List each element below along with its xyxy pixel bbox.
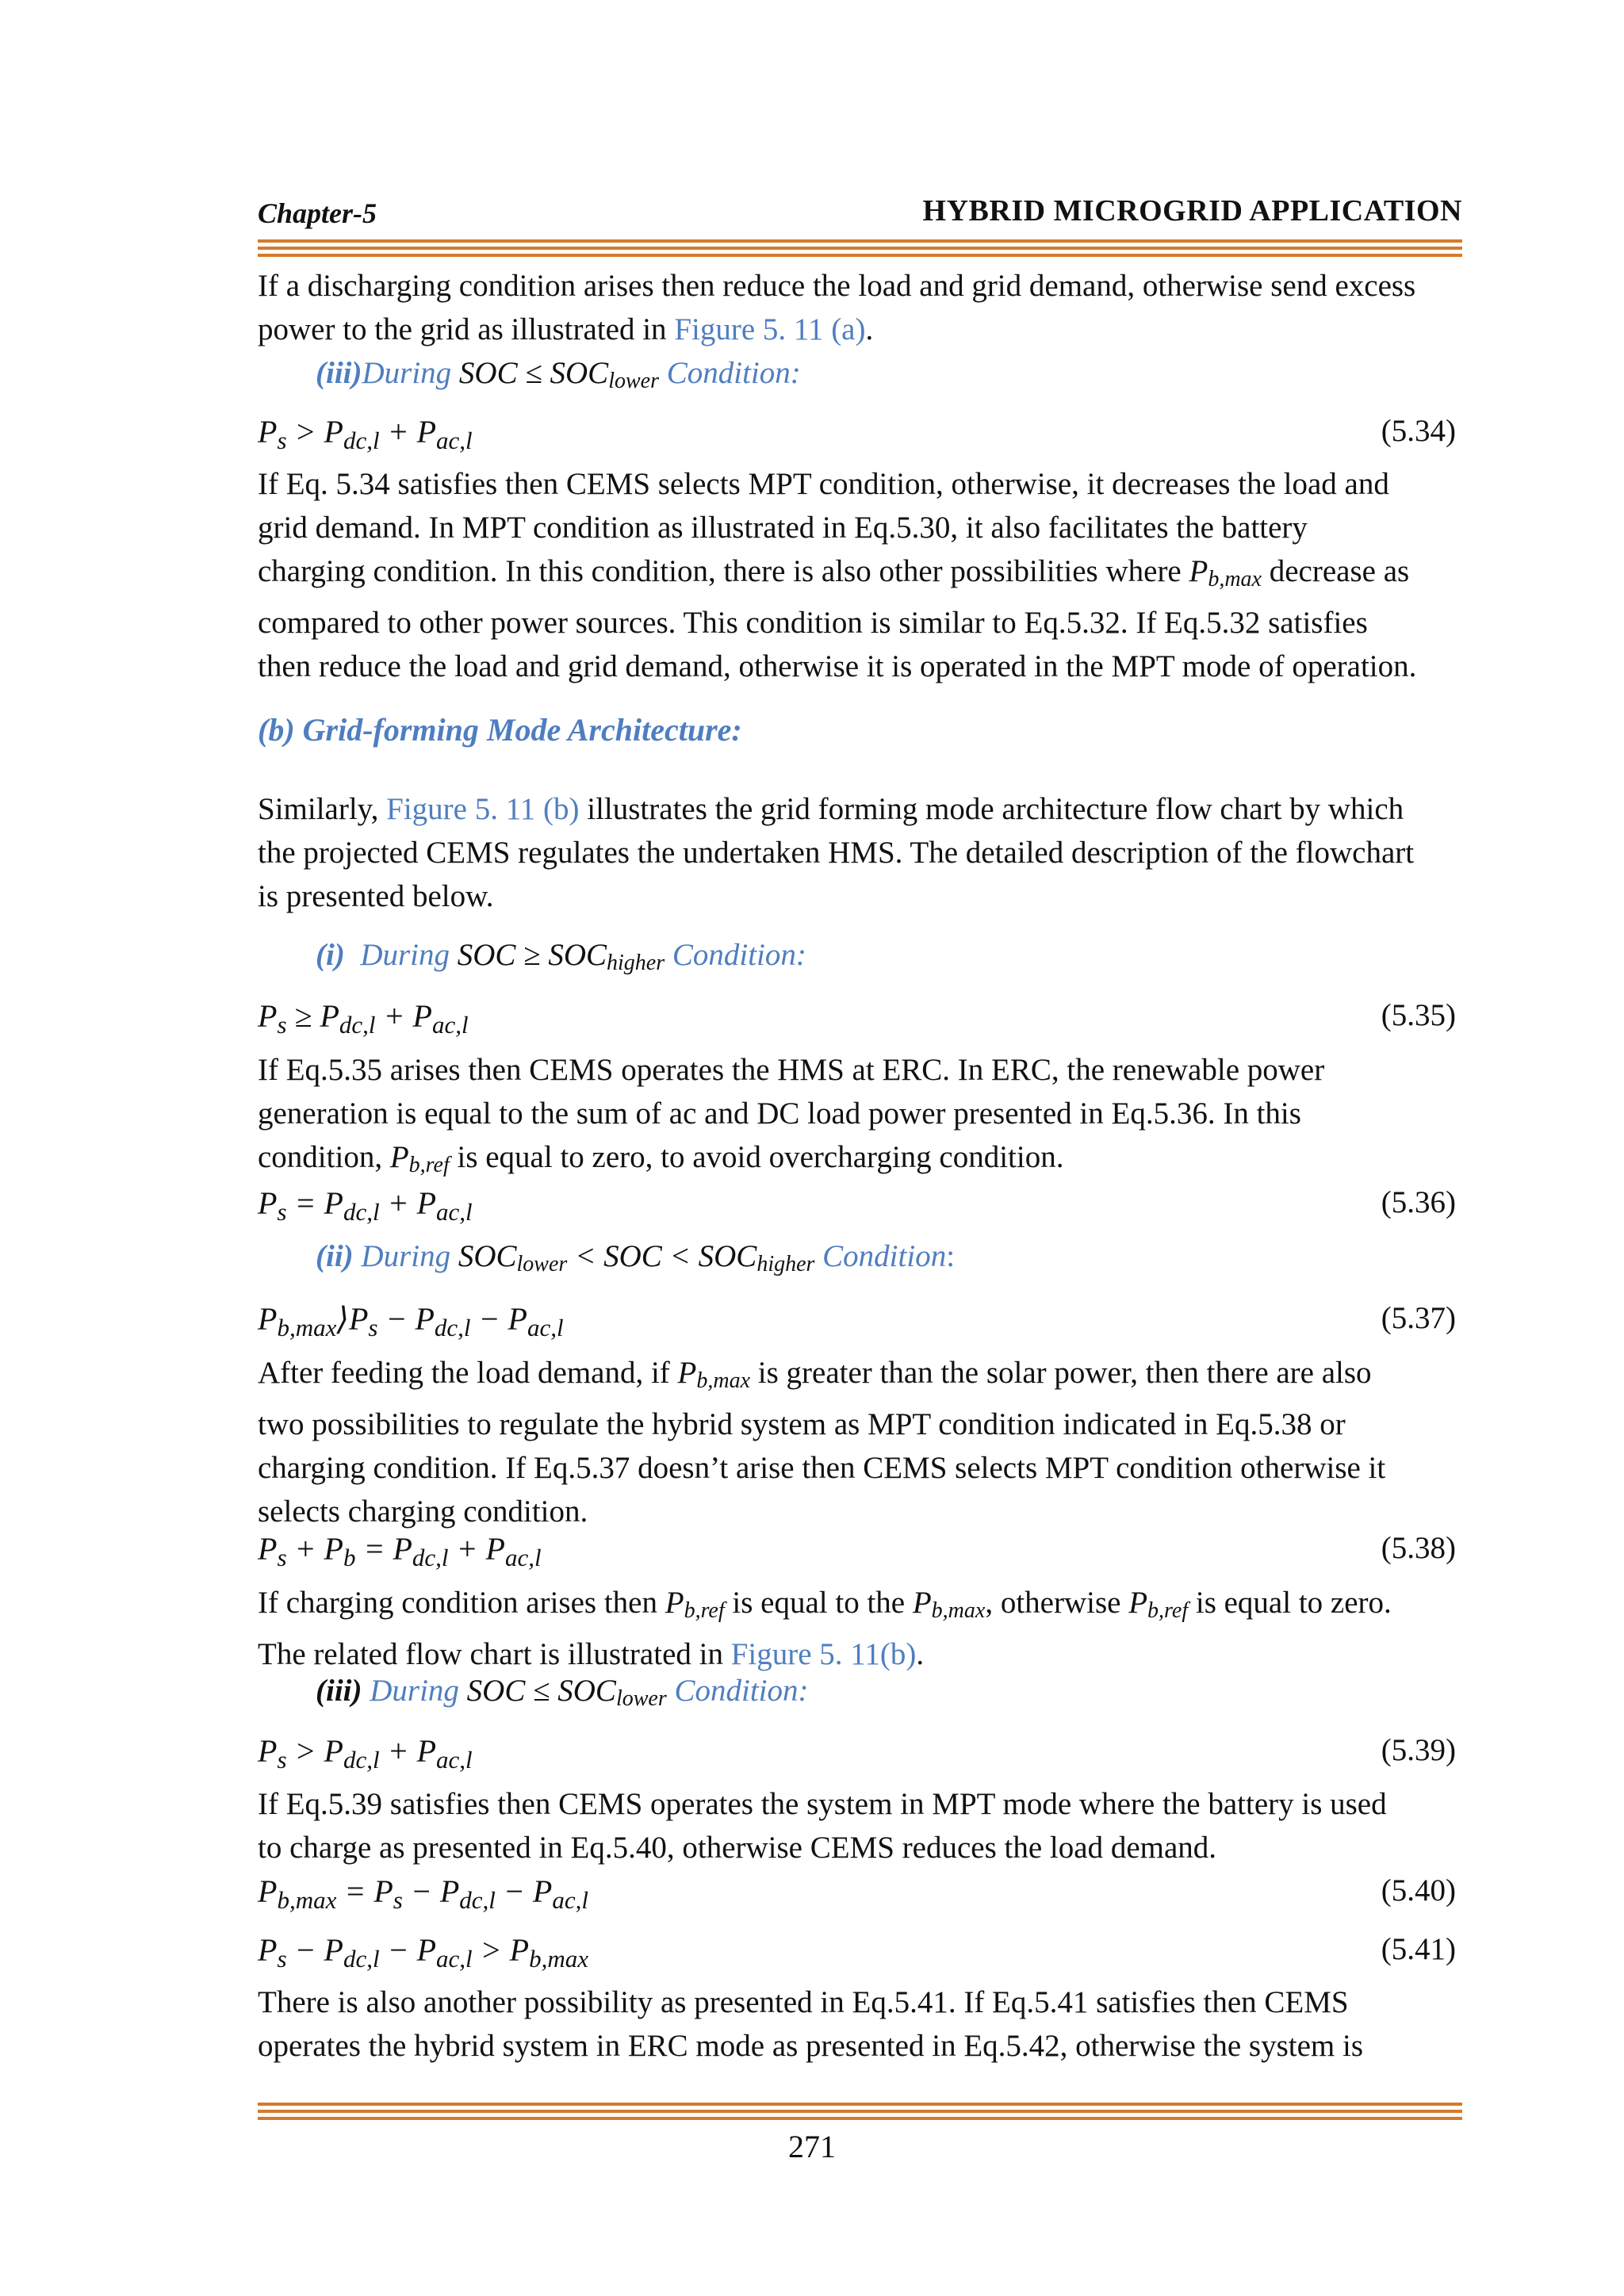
text-line: There is also another possibility as presented in Eq.5.41. If Eq.5.41 satisfies then CEMS [258, 1985, 1349, 2019]
text-line: operates the hybrid system in ERC mode as presented in Eq.5.42, otherwise the system is [258, 2029, 1364, 2063]
text-line: generation is equal to the sum of ac and DC load power presented in Eq.5.36. In this [258, 1096, 1301, 1131]
text-span: power to the grid as illustrated in [258, 312, 675, 346]
paragraph-charging [258, 1581, 1462, 1676]
figure-link-5-11b[interactable]: Figure 5. 11 (b) [386, 792, 580, 826]
subheading-i-higher [316, 937, 806, 976]
text-line: charging condition. If Eq.5.37 doesn’t arise then CEMS selects MPT condition otherwise it [258, 1451, 1386, 1485]
equation-number: (5.41) [1381, 1932, 1456, 1966]
math-subscript: b,ref [1147, 1598, 1189, 1623]
equation-number: (5.37) [1381, 1301, 1456, 1335]
section-heading-grid-forming: (b) Grid-forming Mode Architecture: [258, 712, 742, 748]
sub-text: Condition: [658, 356, 801, 390]
equation-number: (5.38) [1381, 1531, 1456, 1565]
equation-number: (5.40) [1381, 1873, 1456, 1908]
equation-5-34: $P_s > P_{dc,l} + P_{ac,l}$ [258, 414, 473, 454]
equation-number: (5.35) [1381, 998, 1456, 1032]
figure-link-5-11b-second[interactable]: Figure 5. 11(b) [730, 1637, 917, 1671]
text-span: . [916, 1637, 925, 1671]
text-line: is presented below. [258, 879, 494, 913]
sub-math: SOC ≤ SOC [458, 356, 609, 390]
sub-math-subscript: lower [516, 1252, 568, 1276]
text-span: is equal to zero. [1188, 1586, 1392, 1620]
sub-math-subscript: lower [615, 1686, 667, 1711]
footer-divider [258, 2103, 1462, 2124]
text-line: the projected CEMS regulates the undertaken HMS. The detailed description of the flowchart [258, 836, 1415, 870]
math-subscript: b,ref [408, 1153, 450, 1177]
text-span: The related flow chart is illustrated in [258, 1637, 731, 1671]
equation-5-37: $P_{b,max}⟩P_s - P_{dc,l} - P_{ac,l}$ [258, 1301, 564, 1341]
sub-math-subscript: higher [756, 1252, 815, 1276]
sub-text: Condition [814, 1239, 947, 1273]
paragraph-mpt-battery [258, 1782, 1462, 1869]
text-line: to charge as presented in Eq.5.40, otherwise CEMS reduces the load demand. [258, 1831, 1217, 1865]
sub-text: Condition: [666, 1674, 809, 1708]
sub-number: (i) [316, 938, 345, 972]
text-span: is equal to the [724, 1586, 913, 1620]
text-line: two possibilities to regulate the hybrid system as MPT condition indicated in Eq.5.38 or [258, 1407, 1346, 1441]
paragraph-erc-mode [258, 1980, 1462, 2068]
math-var: P [912, 1586, 932, 1620]
paragraph-grid-forming [258, 787, 1462, 918]
text-span: is equal to zero, to avoid overcharging condition. [449, 1140, 1064, 1174]
text-line: compared to other power sources. This condition is similar to Eq.5.32. If Eq.5.32 satisfies [258, 606, 1368, 640]
math-var: P [665, 1586, 684, 1620]
text-line: selects charging condition. [258, 1494, 588, 1529]
text-span: If charging condition arises then [258, 1586, 665, 1620]
sub-number: (iii) [316, 1674, 362, 1708]
math-var: P [1189, 554, 1208, 588]
text-span: . [865, 312, 874, 346]
sub-text: During [362, 1674, 467, 1708]
equation-5-41: $P_s - P_{dc,l} - P_{ac,l} > P_{b,max}$ [258, 1932, 588, 1973]
page-number: 271 [788, 2129, 836, 2164]
text-span: , otherwise [985, 1586, 1129, 1620]
sub-math: SOC ≥ SOC [457, 938, 607, 972]
header-divider [258, 239, 1462, 261]
sub-math: < SOC < SOC [567, 1239, 757, 1273]
sub-math-subscript: higher [607, 951, 665, 975]
sub-text: During [360, 938, 458, 972]
equation-5-39: $P_s > P_{dc,l} + P_{ac,l}$ [258, 1733, 473, 1774]
math-var: P [389, 1140, 409, 1174]
text-span: Similarly, [258, 792, 387, 826]
paragraph-discharging [258, 264, 1462, 351]
math-var: P [1128, 1586, 1148, 1620]
chapter-title: HYBRID MICROGRID APPLICATION [922, 194, 1462, 228]
text-line: If Eq.5.39 satisfies then CEMS operates the system in MPT mode where the battery is used [258, 1787, 1387, 1821]
figure-link-5-11a[interactable]: Figure 5. 11 (a) [674, 312, 866, 346]
equation-5-35: $P_s \ge P_{dc,l} + P_{ac,l}$ [258, 998, 469, 1039]
sub-text: During [361, 1239, 458, 1273]
sub-text: During [362, 356, 459, 390]
subheading-ii-between [316, 1238, 955, 1277]
sub-math-subscript: lower [608, 369, 659, 393]
math-subscript: b,max [1208, 567, 1262, 591]
text-line: grid demand. In MPT condition as illustrated in Eq.5.30, it also facilitates the battery [258, 511, 1308, 545]
text-line: If Eq. 5.34 satisfies then CEMS selects MPT condition, otherwise, it decreases the load and [258, 467, 1389, 501]
equation-5-36: $P_s = P_{dc,l} + P_{ac,l}$ [258, 1185, 473, 1226]
sub-text: Condition: [665, 938, 806, 972]
math-subscript: b,ref [684, 1598, 725, 1623]
sub-math: SOC [458, 1239, 517, 1273]
paragraph-erc [258, 1048, 1462, 1187]
text-span: condition, [258, 1140, 390, 1174]
sub-text: : [946, 1239, 956, 1273]
sub-number: (ii) [316, 1239, 354, 1273]
text-span: is greater than the solar power, then there are also [750, 1356, 1372, 1390]
text-span: After feeding the load demand, if [258, 1356, 678, 1390]
math-subscript: b,max [696, 1368, 751, 1393]
text-span: decrease as [1261, 554, 1410, 588]
text-line: If Eq.5.35 arises then CEMS operates the HMS at ERC. In ERC, the renewable power [258, 1053, 1325, 1087]
math-subscript: b,max [931, 1598, 986, 1623]
chapter-label: Chapter-5 [258, 197, 377, 229]
subheading-iii-lower-b [316, 1673, 808, 1712]
equation-number: (5.36) [1381, 1185, 1456, 1219]
math-var: P [677, 1356, 697, 1390]
subheading-iii-lower-a [316, 355, 801, 394]
text-span: charging condition. In this condition, there is also other possibilities where [258, 554, 1189, 588]
sub-number: (iii) [316, 356, 362, 390]
equation-number: (5.39) [1381, 1733, 1456, 1767]
equation-5-38: $P_s + P_b = P_{dc,l} + P_{ac,l}$ [258, 1531, 542, 1571]
text-span: illustrates the grid forming mode architecture flow chart by which [579, 792, 1404, 826]
sub-math: SOC ≤ SOC [466, 1674, 616, 1708]
equation-number: (5.34) [1381, 414, 1456, 448]
paragraph-mpt-charging [258, 1351, 1462, 1533]
paragraph-mpt [258, 462, 1462, 688]
equation-5-40: $P_{b,max} = P_s - P_{dc,l} - P_{ac,l}$ [258, 1873, 588, 1914]
text-line: If a discharging condition arises then reduce the load and grid demand, otherwise send excess [258, 269, 1416, 303]
text-line: then reduce the load and grid demand, otherwise it is operated in the MPT mode of operation. [258, 649, 1417, 683]
